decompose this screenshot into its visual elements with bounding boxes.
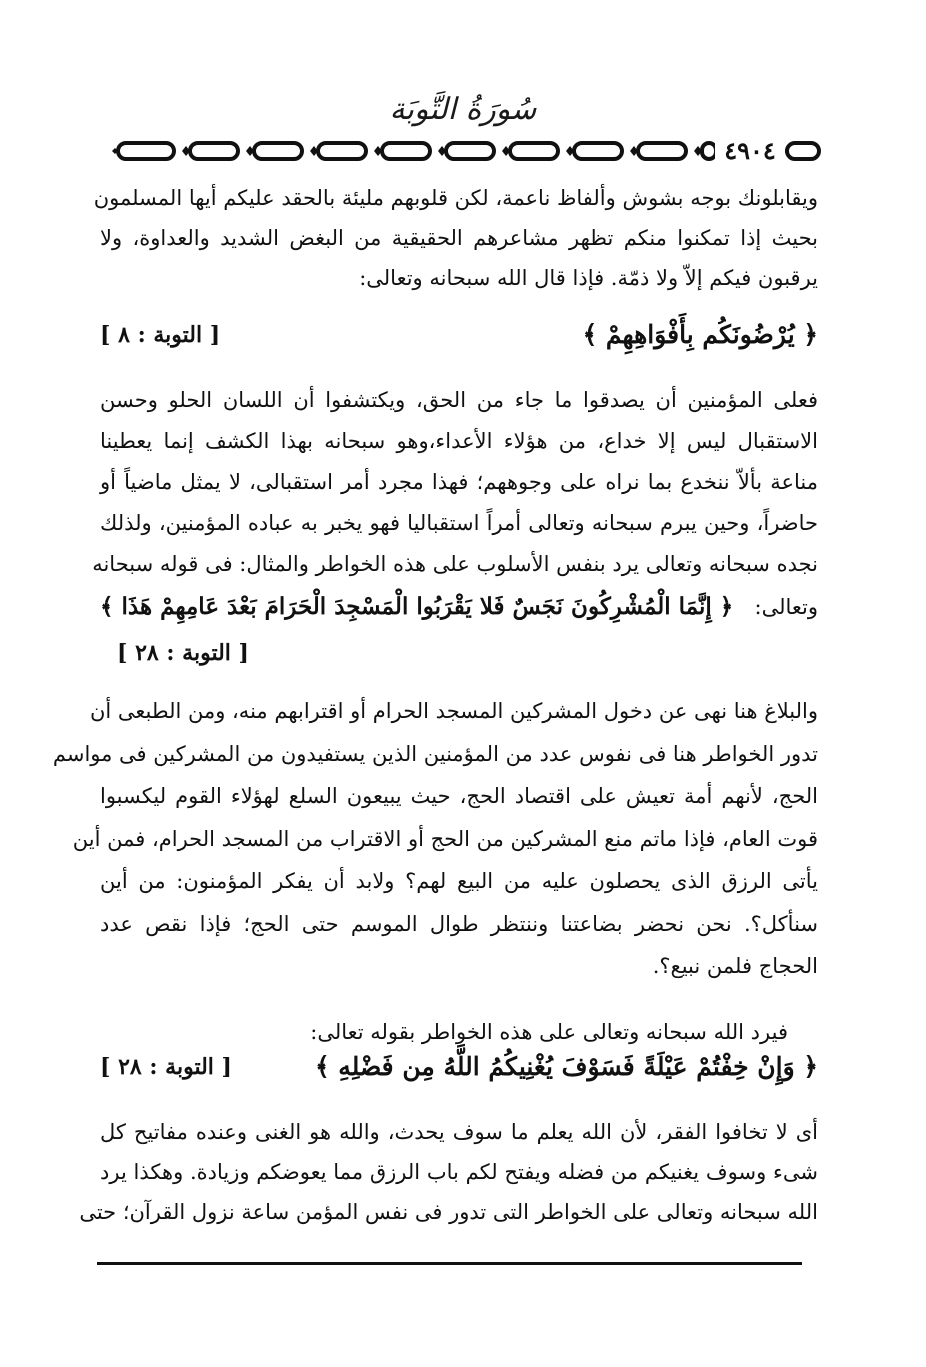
text-line: يأتى الرزق الذى يحصلون عليه من البيع لهم؟ ولابد أن يفكر المؤمنون: من أين <box>100 869 818 893</box>
verse-text: ﴿ يُرْضُونَكُم بِأَفْوَاهِهِمْ ﴾ <box>582 320 818 349</box>
text-line: بحيث إذا تمكنوا منكم تظهر مشاعرهم الحقيقية من البغض الشديد والعداوة، ولا <box>100 226 818 250</box>
text-line: حاضراً، وحين يبرم سبحانه وتعالى أمراً استقباليا فهو يخبر به عباده المؤمنين، ولذلك <box>100 511 818 535</box>
text-line-with-verse <box>100 585 818 629</box>
page-number: ٤٩٠٤ <box>715 136 785 166</box>
paragraph-4 <box>100 1012 818 1052</box>
text-line: الله سبحانه وتعالى على الخواطر التى تدور فى نفس المؤمن ساعة نزول القرآن؛ حتى <box>79 1200 818 1224</box>
inline-verse: ﴿ إِنَّمَا الْمُشْرِكُونَ نَجَسٌ فَلا يَقْرَبُوا الْمَسْجِدَ الْحَرَامَ بَعْدَ عَامِهِمْ هَذَا ﴾ <box>100 593 734 620</box>
verse-reference: [ التوبة : ٢٨ ] <box>100 1054 232 1080</box>
verse-intro: وتعالى: <box>754 595 818 619</box>
paragraph-3 <box>52 690 818 988</box>
text-line: سنأكل؟. نحن نحضر بضاعتنا وننتظر طوال الموسم حتى الحج؛ فإذا نقص عدد <box>100 911 818 936</box>
text-line: مناعة بألاّ ننخدع بما نراه على وجوههم؛ فهذا مجرد أمر استقبالى، لا يمثل ماضياً أو <box>100 470 818 494</box>
text-line: فيرد الله سبحانه وتعالى على هذه الخواطر بقوله تعالى: <box>310 1020 788 1044</box>
verse-text: ﴿ وَإِنْ خِفْتُمْ عَيْلَةً فَسَوْفَ يُغْنِيكُمُ اللَّهُ مِن فَضْلِهِ ﴾ <box>314 1052 818 1081</box>
surah-title: سُورَةُ التَّوبَة <box>389 92 537 127</box>
paragraph-1 <box>93 178 818 298</box>
text-line: يرقبون فيكم إلاّ ولا ذمّة. فإذا قال الله سبحانه وتعالى: <box>359 266 818 290</box>
text-line: تدور الخواطر هنا فى نفوس عدد من المؤمنين الذين يستفيدون من المشركين فى مواسم <box>52 741 818 766</box>
text-line: أى لا تخافوا الفقر، لأن الله يعلم ما سوف يحدث، والله هو الغنى وعنده مفاتيح كل <box>100 1120 818 1144</box>
text-line: فعلى المؤمنين أن يصدقوا ما جاء من الحق، ويكتشفوا أن اللسان الحلو وحسن <box>100 388 818 412</box>
verse-reference: [ التوبة : ٢٨ ] <box>117 640 249 666</box>
paragraph-2 <box>92 380 818 629</box>
footer-rule <box>97 1262 802 1265</box>
verse-reference: [ التوبة : ٨ ] <box>100 322 221 348</box>
text-line: الحجاج فلمن نبيع؟. <box>652 954 818 978</box>
text-line: الحج، لأنهم أمة تعيش على اقتصاد الحج، حيث يبيعون السلع لهؤلاء القوم ليكسبوا <box>100 784 818 808</box>
text-line: قوت العام، فإذا ماتم منع المشركين من الحج أو الاقتراب من المسجد الحرام، فمن أين <box>72 826 818 851</box>
quran-verse-1 <box>100 320 818 366</box>
text-line: ويقابلونك بوجه بشوش وألفاظ ناعمة، لكن قلوبهم مليئة بالحقد عليكم أيها المسلمون <box>93 186 818 210</box>
text-line: الاستقبال ليس إلا خداع، من هؤلاء الأعداء،وهو سبحانه بهذا الكشف إنما يعطينا <box>100 429 818 453</box>
text-line: والبلاغ هنا نهى عن دخول المشركين المسجد الحرام أو اقترابهم منه، ومن الطبعى أن <box>89 699 818 723</box>
text-line: نجده سبحانه وتعالى يرد بنفس الأسلوب على هذه الخواطر والمثال: فى قوله سبحانه <box>92 552 818 576</box>
text-line: شىء وسوف يغنيكم من فضله ويفتح لكم باب الرزق مما يعوضكم وزيادة. وهكذا يرد <box>100 1160 818 1184</box>
paragraph-5 <box>79 1112 818 1232</box>
quran-verse-2 <box>100 1052 818 1098</box>
